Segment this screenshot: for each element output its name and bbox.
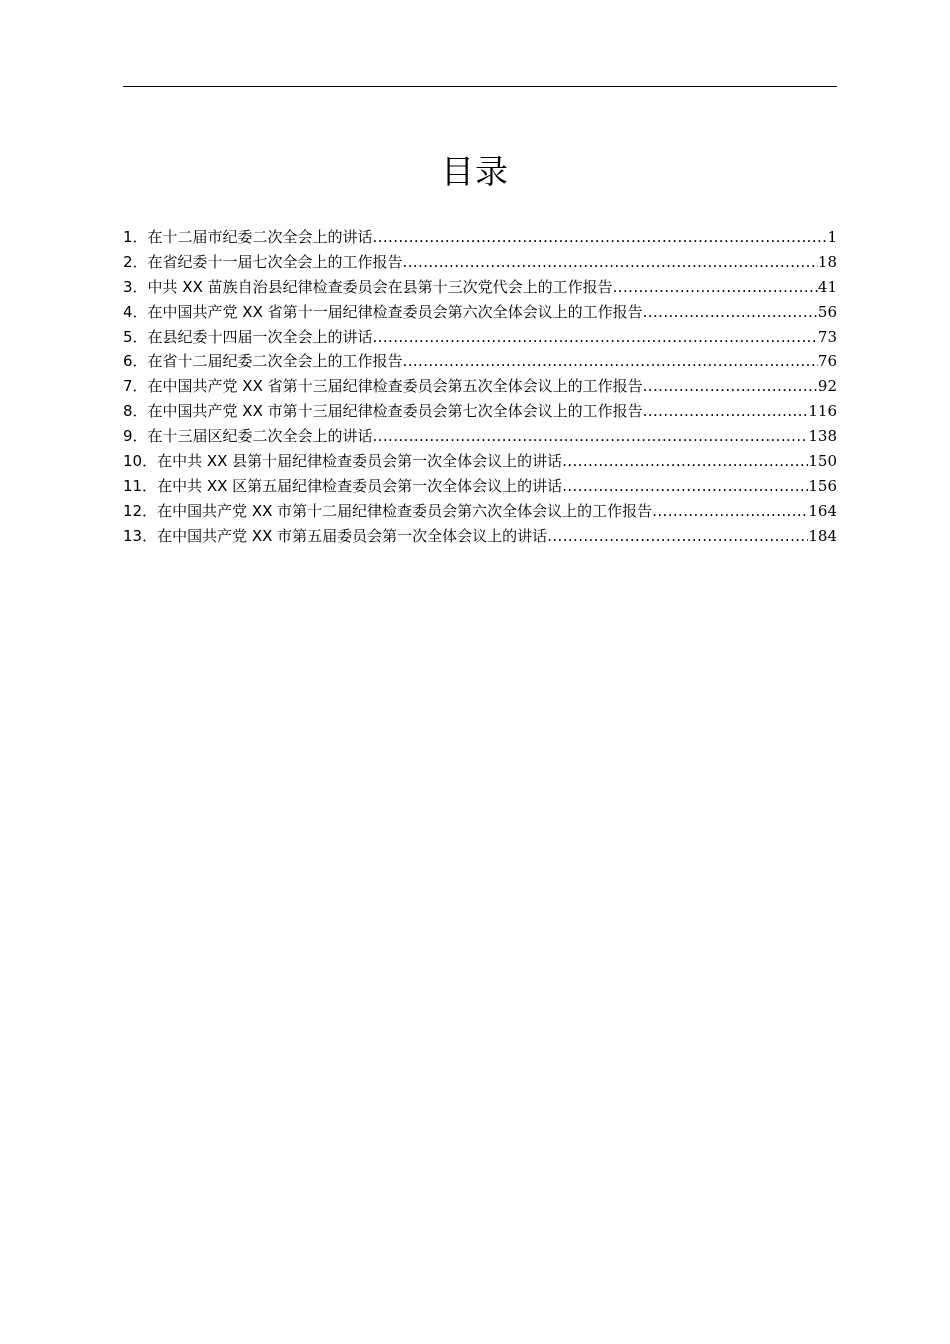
toc-dot-leader xyxy=(643,399,809,424)
toc-dot-leader xyxy=(373,424,809,449)
toc-entry[interactable] xyxy=(123,449,837,474)
toc-dot-leader xyxy=(562,474,808,499)
toc-entry-title: 10．在中共 XX 县第十届纪律检查委员会第一次全体会议上的讲话 xyxy=(123,452,563,471)
toc-entry[interactable] xyxy=(123,225,837,250)
toc-entry-page: 1 xyxy=(827,228,837,246)
toc-entry-page: 76 xyxy=(817,352,837,371)
header-rule xyxy=(123,86,837,87)
toc-dot-leader xyxy=(652,499,808,524)
toc-entry-page: 150 xyxy=(808,452,837,471)
toc-entry-page: 116 xyxy=(808,402,837,421)
toc-entry-title: 11．在中共 XX 区第五届纪律检查委员会第一次全体会议上的讲话 xyxy=(123,476,563,495)
toc-entry[interactable] xyxy=(123,399,837,424)
toc-entry[interactable] xyxy=(123,250,837,275)
toc-title: 目录 xyxy=(441,152,509,191)
toc-dot-leader xyxy=(562,449,808,474)
toc-entry-page: 18 xyxy=(817,252,837,271)
toc-entry-title: 8．在中国共产党 XX 市第十三届纪律检查委员会第七次全体会议上的工作报告 xyxy=(123,402,643,421)
toc-entry-page: 164 xyxy=(808,501,837,520)
toc-entry-title: 7．在中国共产党 XX 省第十三届纪律检查委员会第五次全体会议上的工作报告 xyxy=(123,377,643,396)
toc-entry-title: 6．在省十二届纪委二次全会上的工作报告 xyxy=(123,352,403,371)
toc-dot-leader xyxy=(373,225,828,250)
toc-entry-title: 12．在中国共产党 XX 市第十二届纪律检查委员会第六次全体会议上的工作报告 xyxy=(123,501,653,520)
toc-list xyxy=(123,225,837,549)
toc-entry[interactable] xyxy=(123,300,837,325)
toc-entry-title: 1．在十二届市纪委二次全会上的讲话 xyxy=(123,228,373,246)
toc-entry[interactable] xyxy=(123,349,837,374)
toc-entry-page: 184 xyxy=(808,526,837,545)
toc-entry-page: 156 xyxy=(808,476,837,495)
toc-dot-leader xyxy=(403,250,818,275)
toc-entry[interactable] xyxy=(123,524,837,549)
toc-entry[interactable] xyxy=(123,325,837,350)
toc-entry-page: 92 xyxy=(817,377,837,396)
toc-entry-page: 41 xyxy=(817,277,837,296)
toc-entry-title: 9．在十三届区纪委二次全会上的讲话 xyxy=(123,427,373,446)
toc-dot-leader xyxy=(403,349,818,374)
toc-entry-title: 13．在中国共产党 XX 市第五届委员会第一次全体会议上的讲话 xyxy=(123,526,548,545)
toc-dot-leader xyxy=(547,524,808,549)
toc-entry-title: 2．在省纪委十一届七次全会上的工作报告 xyxy=(123,252,403,271)
toc-entry-title: 4．在中国共产党 XX 省第十一届纪律检查委员会第六次全体会议上的工作报告 xyxy=(123,302,643,321)
toc-entry[interactable] xyxy=(123,424,837,449)
toc-entry[interactable] xyxy=(123,474,837,499)
toc-entry-title: 3．中共 XX 苗族自治县纪律检查委员会在县第十三次党代会上的工作报告 xyxy=(123,277,613,296)
toc-entry-title: 5．在县纪委十四届一次全会上的讲话 xyxy=(123,327,373,346)
toc-entry[interactable] xyxy=(123,499,837,524)
toc-entry[interactable] xyxy=(123,275,837,300)
toc-entry-page: 138 xyxy=(808,427,837,446)
toc-dot-leader xyxy=(613,275,818,300)
toc-dot-leader xyxy=(643,300,818,325)
toc-entry[interactable] xyxy=(123,374,837,399)
toc-dot-leader xyxy=(643,374,818,399)
toc-entry-page: 56 xyxy=(817,302,837,321)
toc-entry-page: 73 xyxy=(817,327,837,346)
toc-dot-leader xyxy=(373,325,818,350)
